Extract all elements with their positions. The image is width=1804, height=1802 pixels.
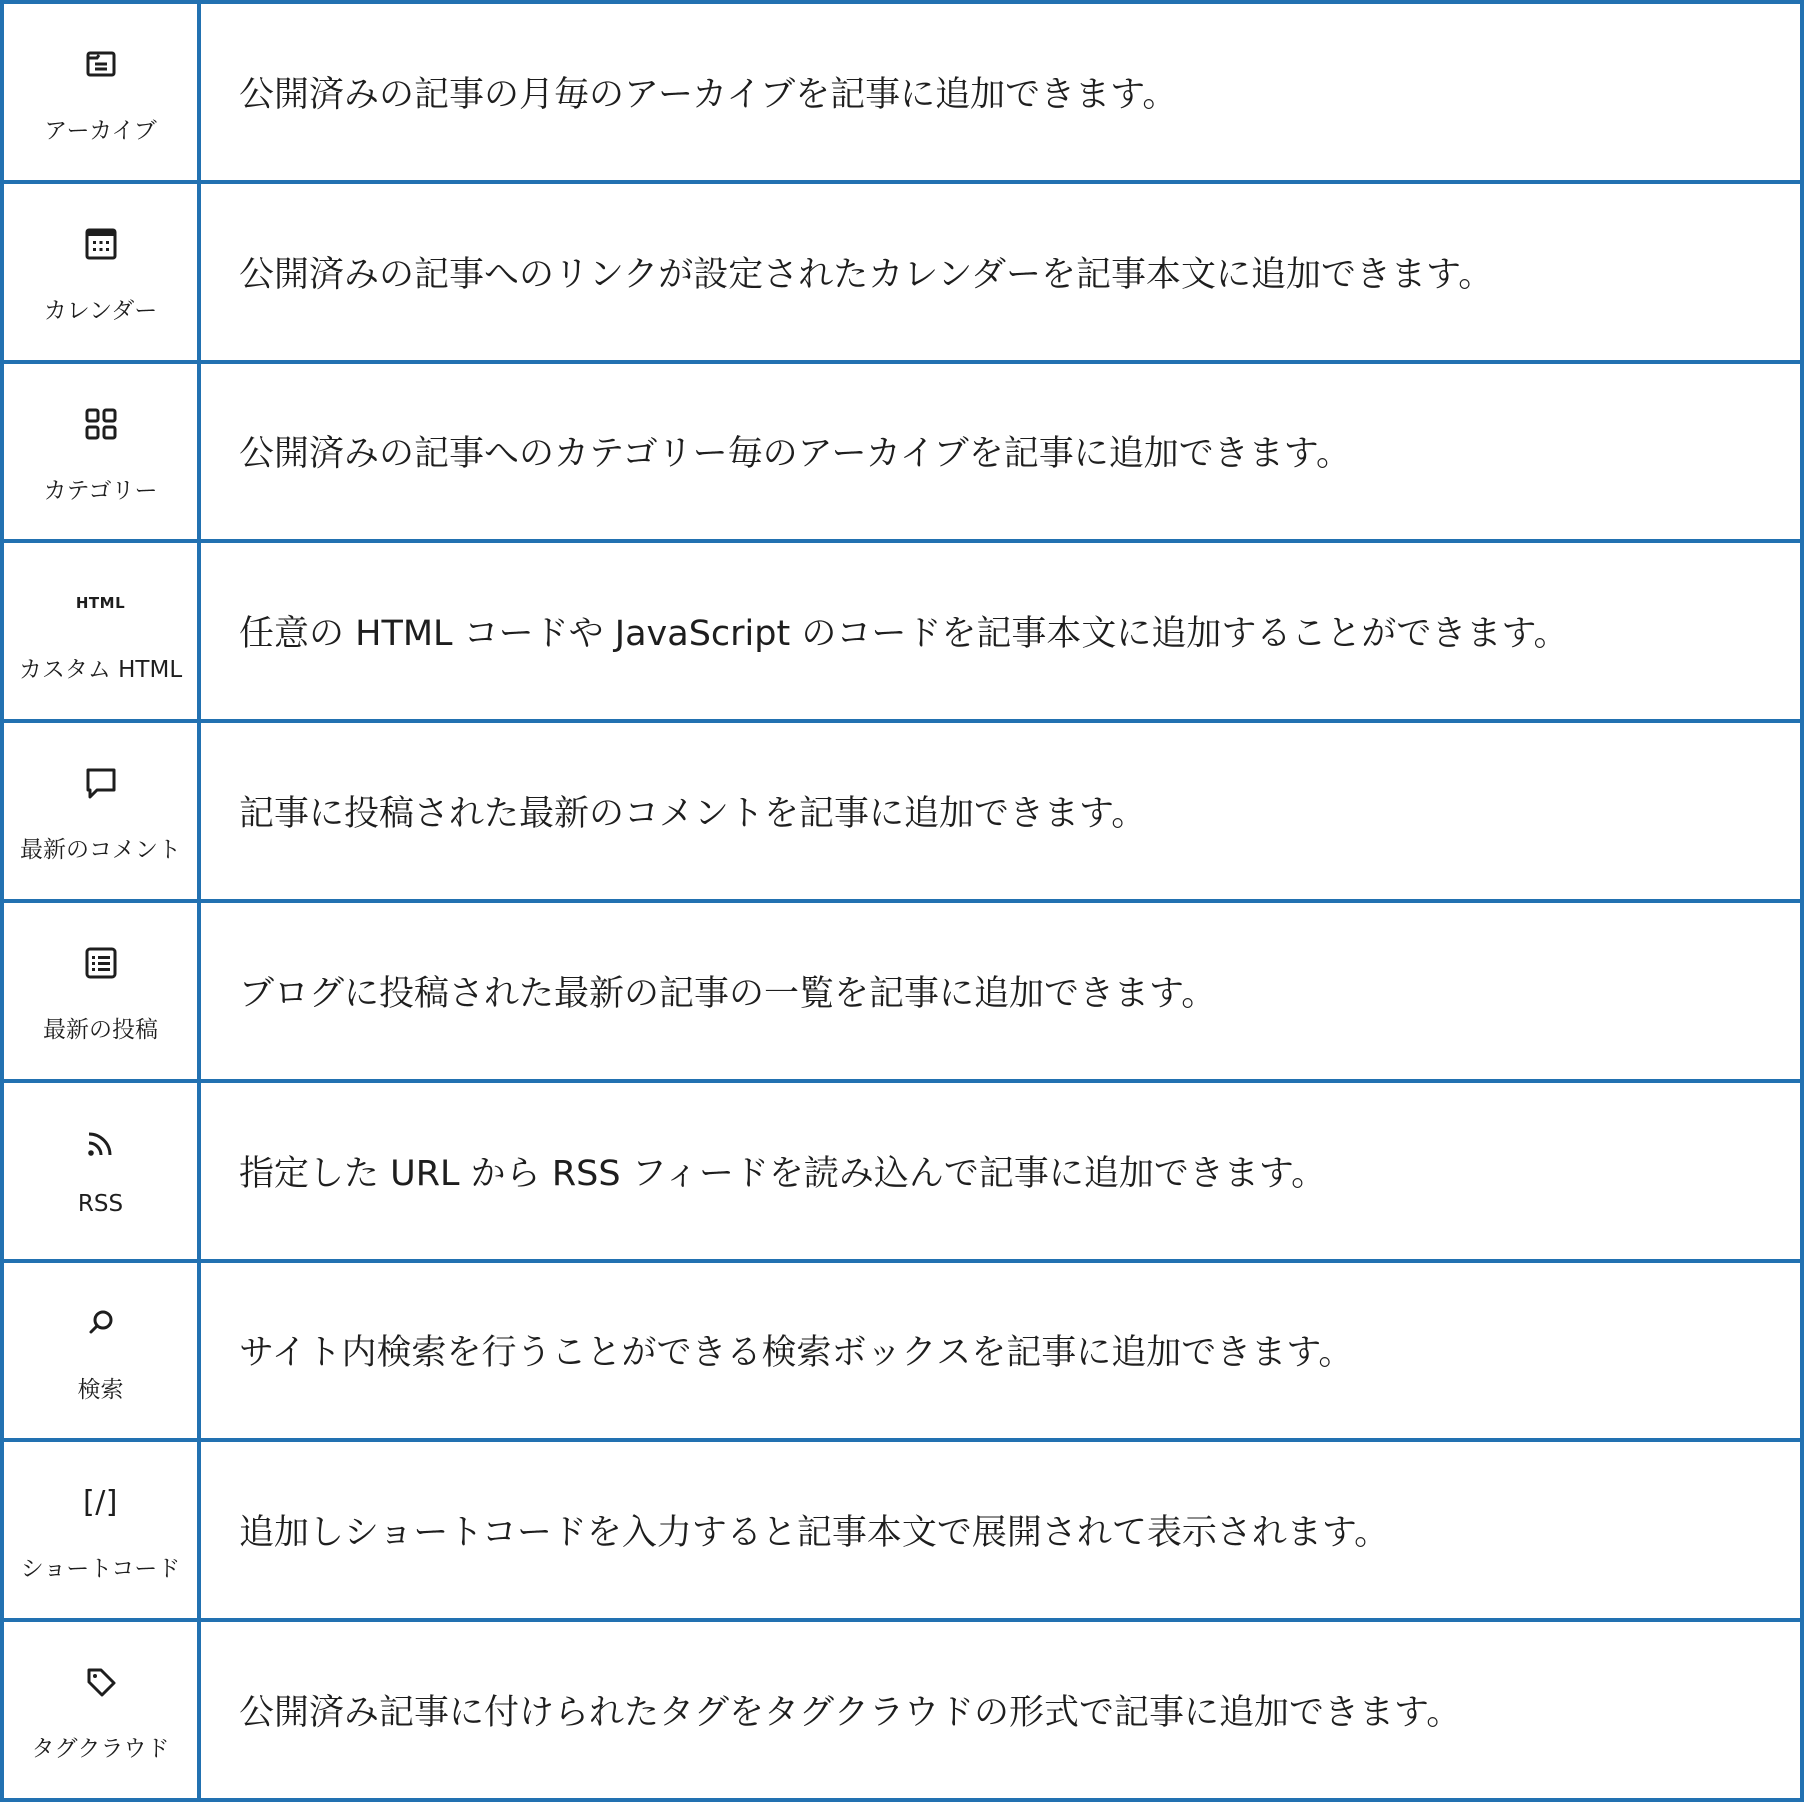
html-icon <box>77 579 125 627</box>
rss-icon <box>77 1119 125 1167</box>
block-description: 任意の HTML コードや JavaScript のコードを記事本文に追加することができます。 <box>239 614 1569 655</box>
table-row <box>4 1622 1800 1798</box>
table-row <box>4 543 1800 723</box>
archive-icon <box>77 40 125 88</box>
html-icon-text: HTML <box>75 594 126 613</box>
table-row <box>4 184 1800 364</box>
block-cell <box>4 184 201 360</box>
search-icon <box>77 1299 125 1347</box>
block-cell <box>4 1442 201 1618</box>
shortcode-icon <box>77 1478 125 1526</box>
block-label: 検索 <box>77 1376 124 1403</box>
block-cell <box>4 1083 201 1259</box>
block-label: アーカイブ <box>44 118 157 144</box>
table-row <box>4 723 1800 903</box>
comment-icon <box>77 759 125 807</box>
block-label: 最新のコメント <box>20 837 181 864</box>
block-description: 公開済みの記事の月毎のアーカイブを記事に追加できます。 <box>239 74 1178 115</box>
block-cell <box>4 4 201 180</box>
shortcode-icon-text: [/] <box>82 1484 118 1520</box>
block-cell <box>4 1622 201 1798</box>
block-label: RSS <box>77 1190 124 1217</box>
block-label: タグクラウド <box>31 1736 170 1763</box>
category-grid-icon <box>77 400 125 448</box>
block-label: 最新の投稿 <box>43 1016 158 1043</box>
block-description: ブログに投稿された最新の記事の一覧を記事に追加できます。 <box>239 973 1217 1014</box>
table-row <box>4 4 1800 184</box>
block-cell <box>4 1263 201 1439</box>
post-list-icon <box>77 939 125 987</box>
block-label: カテゴリー <box>43 477 158 504</box>
block-cell <box>4 543 201 719</box>
table-row <box>4 903 1800 1083</box>
tag-icon <box>77 1658 125 1706</box>
block-label: ショートコード <box>20 1556 181 1583</box>
block-cell <box>4 364 201 540</box>
table-row <box>4 1442 1800 1622</box>
block-description: 公開済みの記事へのリンクが設定されたカレンダーを記事本文に追加できます。 <box>239 254 1494 295</box>
block-description: 追加しショートコードを入力すると記事本文で展開されて表示されます。 <box>239 1513 1390 1554</box>
block-description: 記事に投稿された最新のコメントを記事に追加できます。 <box>239 794 1147 835</box>
block-label: カスタム HTML <box>18 657 183 684</box>
block-cell <box>4 903 201 1079</box>
table-row <box>4 364 1800 544</box>
calendar-icon <box>77 220 125 268</box>
block-description: サイト内検索を行うことができる検索ボックスを記事に追加できます。 <box>239 1333 1354 1374</box>
block-description: 公開済み記事に付けられたタグをタグクラウドの形式で記事に追加できます。 <box>239 1693 1462 1734</box>
block-description: 指定した URL から RSS フィードを読み込んで記事に追加できます。 <box>239 1153 1327 1194</box>
table-row <box>4 1083 1800 1263</box>
block-label: カレンダー <box>43 297 158 324</box>
table-row <box>4 1263 1800 1443</box>
block-cell <box>4 723 201 899</box>
block-description: 公開済みの記事へのカテゴリー毎のアーカイブを記事に追加できます。 <box>239 434 1351 475</box>
